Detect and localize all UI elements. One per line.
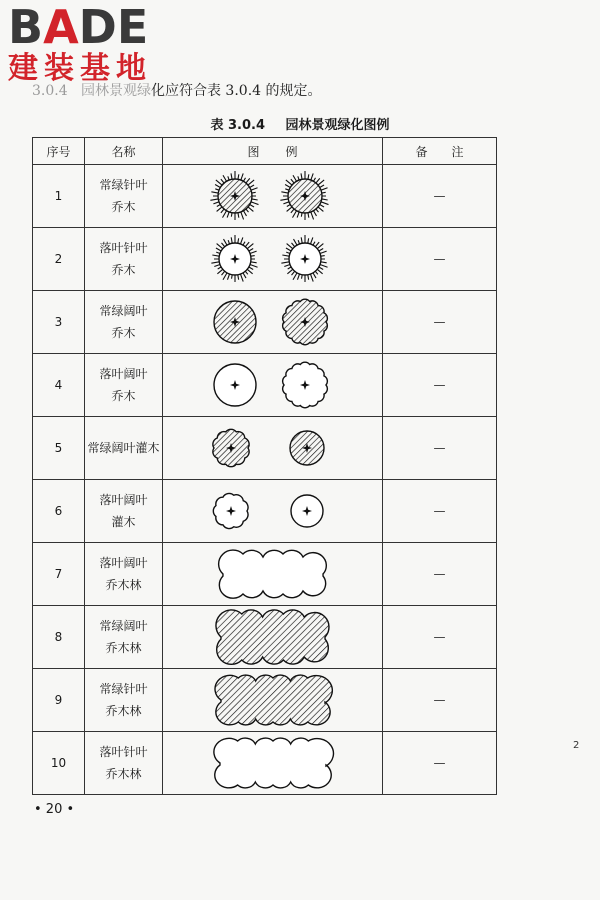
row-name-line1: 常绿针叶 [99, 178, 148, 192]
table-row [33, 291, 497, 354]
logo-subtitle: 建装基地 [8, 51, 152, 86]
row-name-line1: 落叶阔叶 [99, 493, 148, 507]
row-number: 1 [33, 165, 85, 228]
row-name-line2: 乔木 [111, 326, 136, 340]
row-note: — [383, 606, 497, 669]
evergreen-broadleaf-forest-icon [216, 610, 329, 664]
table-row [33, 354, 497, 417]
row-note: — [383, 354, 497, 417]
row-number: 9 [33, 669, 85, 732]
row-name [85, 354, 163, 417]
row-number: 3 [33, 291, 85, 354]
row-name [85, 732, 163, 795]
evergreen-broadleaf-shrub-symbol-icon [163, 417, 383, 479]
table-row [33, 732, 497, 795]
deciduous-conifer-tree-symbol-icon [163, 228, 383, 290]
row-name-line1: 常绿阔叶 [99, 304, 148, 318]
row-name [85, 165, 163, 228]
row-number: 5 [33, 417, 85, 480]
table-row [33, 228, 497, 291]
legend-table [32, 137, 497, 795]
deciduous-broadleaf-forest-icon [219, 550, 327, 598]
header-note: 备注 [383, 138, 497, 165]
row-name-line1: 常绿阔叶 [99, 619, 148, 633]
evergreen-conifer-tree-symbol-icon [163, 165, 383, 227]
row-note: — [383, 732, 497, 795]
table-caption-number: 表 3.0.4 [210, 118, 265, 133]
header-symbol: 图例 [163, 138, 383, 165]
header-name: 名称 [85, 138, 163, 165]
deciduous-broadleaf-shrub-symbol-icon [163, 480, 383, 542]
row-number: 2 [33, 228, 85, 291]
deciduous-broadleaf-tree-icon [214, 362, 327, 408]
table-caption [0, 114, 600, 133]
row-name-line2: 乔木林 [105, 767, 142, 781]
row-symbol [163, 228, 383, 291]
row-symbol [163, 732, 383, 795]
logo [8, 0, 178, 86]
row-name-line1: 落叶针叶 [99, 241, 148, 255]
row-note: — [383, 669, 497, 732]
evergreen-conifer-forest-symbol-icon [163, 669, 383, 731]
row-number: 7 [33, 543, 85, 606]
row-name-line1: 常绿阔叶灌木 [87, 441, 160, 455]
logo-wordmark: BADE [8, 0, 149, 54]
row-name-line2: 乔木林 [105, 704, 142, 718]
evergreen-conifer-tree-icon [210, 171, 328, 220]
table-caption-title: 园林景观绿化图例 [285, 118, 390, 133]
row-note: — [383, 165, 497, 228]
row-number: 6 [33, 480, 85, 543]
row-symbol [163, 543, 383, 606]
row-note: — [383, 480, 497, 543]
row-symbol [163, 291, 383, 354]
deciduous-conifer-forest-icon [214, 738, 334, 788]
header-no: 序号 [33, 138, 85, 165]
row-symbol [163, 669, 383, 732]
clause-faint-text: 园林景观绿 [80, 83, 151, 99]
table-row [33, 165, 497, 228]
evergreen-broadleaf-tree-icon [214, 299, 327, 345]
evergreen-broadleaf-shrub-icon [213, 429, 324, 466]
clause-body: 化应符合表 3.0.4 的规定。 [150, 83, 322, 99]
table-row [33, 480, 497, 543]
clause-number: 3.0.4 [32, 83, 68, 99]
row-name-line1: 常绿针叶 [99, 682, 148, 696]
row-name [85, 228, 163, 291]
page-number: • 20 • [34, 802, 75, 817]
row-name-line2: 乔木林 [105, 641, 142, 655]
table-row [33, 669, 497, 732]
row-name [85, 291, 163, 354]
table-row [33, 606, 497, 669]
row-name [85, 606, 163, 669]
row-name [85, 543, 163, 606]
evergreen-broadleaf-tree-symbol-icon [163, 291, 383, 353]
deciduous-broadleaf-shrub-icon [213, 493, 323, 528]
row-number: 8 [33, 606, 85, 669]
row-name-line2: 灌木 [111, 515, 136, 529]
row-name-line1: 落叶阔叶 [99, 367, 148, 381]
row-note: — [383, 291, 497, 354]
row-name-line2: 乔木 [111, 389, 136, 403]
clause-text [32, 80, 322, 100]
row-symbol [163, 417, 383, 480]
table-row [33, 543, 497, 606]
evergreen-conifer-forest-icon [215, 675, 332, 725]
row-number: 4 [33, 354, 85, 417]
row-symbol [163, 354, 383, 417]
row-symbol [163, 480, 383, 543]
row-name-line2: 乔木林 [105, 578, 142, 592]
row-name [85, 669, 163, 732]
row-note: — [383, 417, 497, 480]
margin-mark: 2 [573, 740, 580, 751]
row-symbol [163, 606, 383, 669]
deciduous-conifer-tree-icon [211, 235, 327, 282]
row-name-line1: 落叶阔叶 [99, 556, 148, 570]
row-name [85, 480, 163, 543]
row-note: — [383, 543, 497, 606]
row-symbol [163, 165, 383, 228]
deciduous-broadleaf-tree-symbol-icon [163, 354, 383, 416]
row-name-line1: 落叶针叶 [99, 745, 148, 759]
table-header-row [33, 138, 497, 165]
row-number: 10 [33, 732, 85, 795]
row-note: — [383, 228, 497, 291]
evergreen-broadleaf-forest-symbol-icon [163, 606, 383, 668]
table-row [33, 417, 497, 480]
deciduous-broadleaf-forest-symbol-icon [163, 543, 383, 605]
row-name [85, 417, 163, 480]
row-name-line2: 乔木 [111, 263, 136, 277]
row-name-line2: 乔木 [111, 200, 136, 214]
deciduous-conifer-forest-symbol-icon [163, 732, 383, 794]
